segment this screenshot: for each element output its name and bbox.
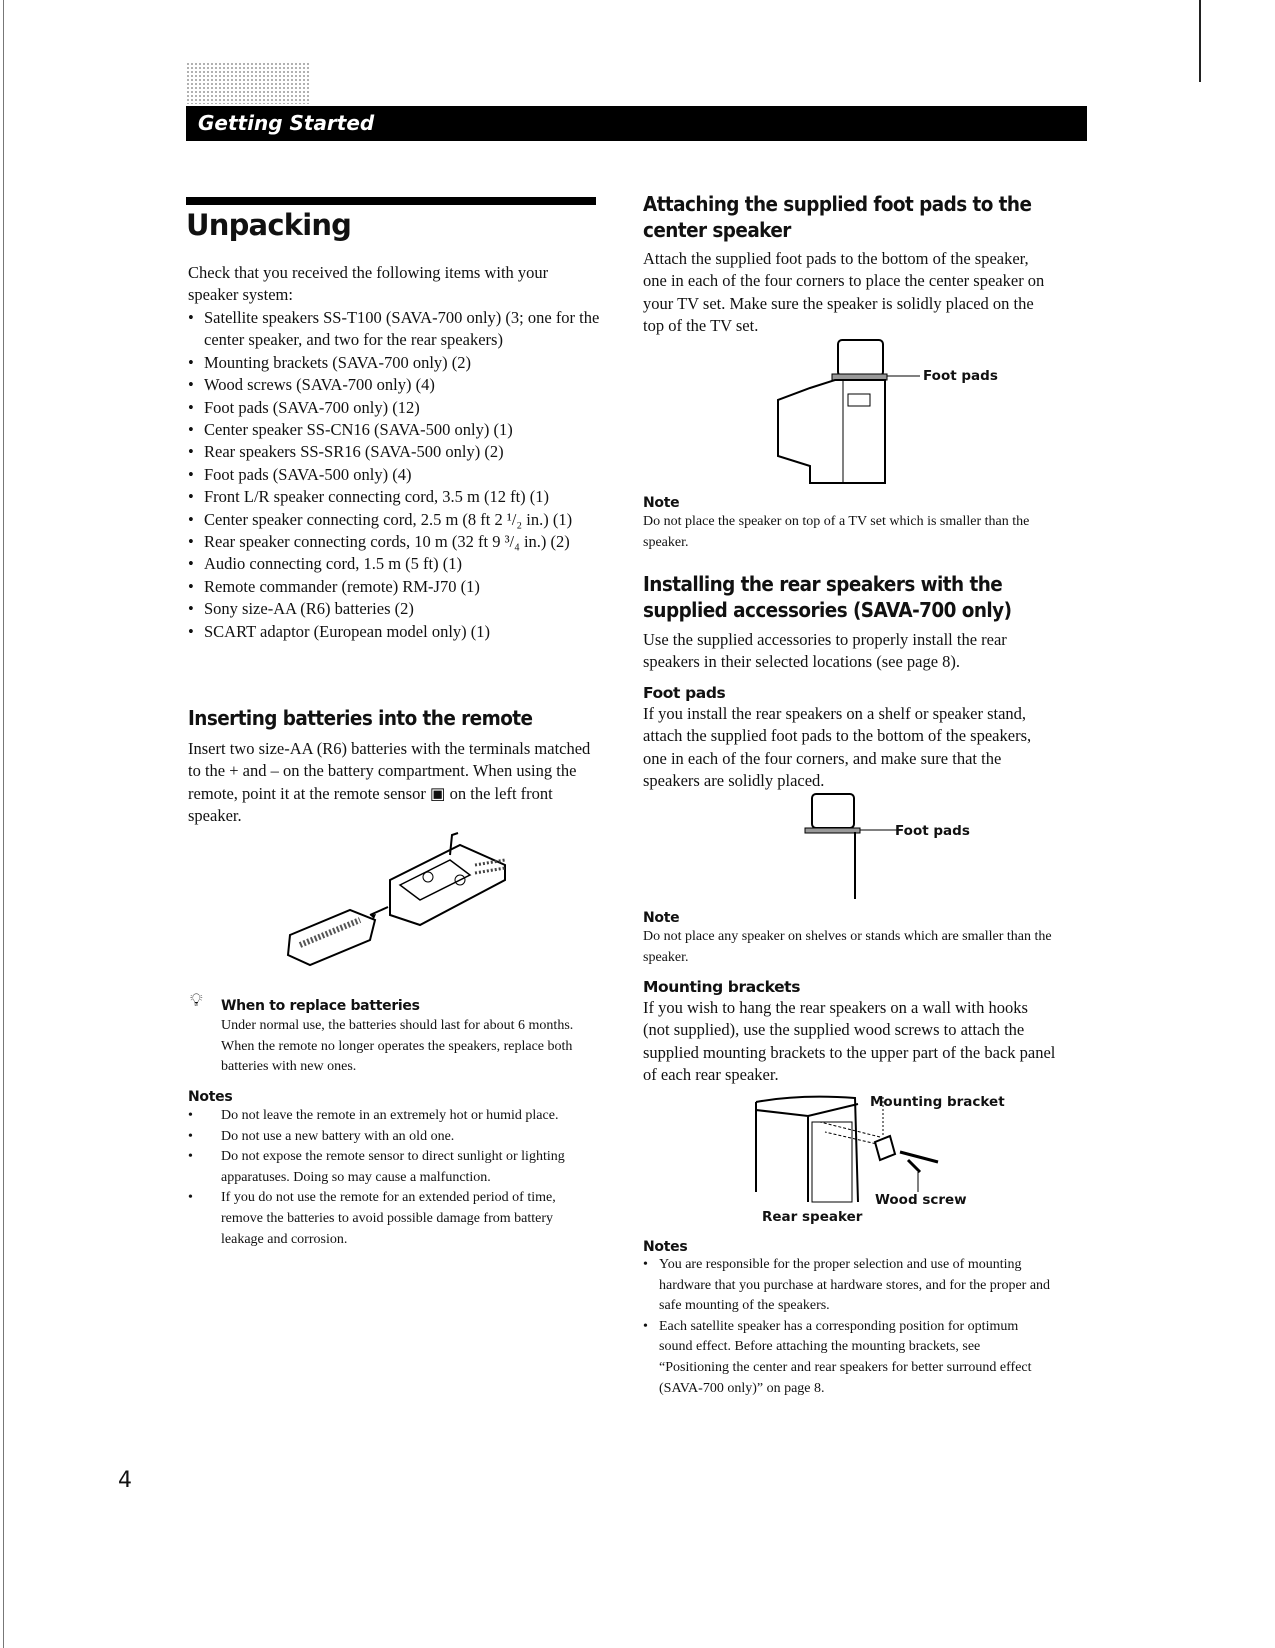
notes-list-right [643, 1255, 1053, 1399]
tip-text: Under normal use, the batteries should last for about 6 months. When the remote no longer operates the speakers, replace both batteries with new ones. [221, 1018, 574, 1075]
batteries-heading: Inserting batteries into the remote [188, 706, 533, 730]
note1-text: Do not place the speaker on top of a TV set which is smaller than the speaker. [643, 514, 1030, 550]
list-item: • SCART adaptor (European model only) (1) [188, 621, 600, 643]
wood-screw-label: Wood screw [875, 1192, 967, 1208]
note-item: • Each satellite speaker has a corresponding position for optimum sound effect. Before attaching the mounting brackets, see “Positioning the center and rear speakers for better surround effect (SAVA-700 only)” on page 8. [643, 1317, 1053, 1399]
mounting-brackets-subheading: Mounting brackets [643, 978, 801, 996]
foot-pads-text: If you install the rear speakers on a shelf or speaker stand, attach the supplied foot pads to the bottom of the speakers, one in each of the four corners, and make sure that the speakers are solidly placed. [643, 704, 1032, 791]
rear-speakers-text: Use the supplied accessories to properly install the rear speakers in their selected locations (see page 8). [643, 630, 1007, 672]
foot-pads-label: Foot pads [923, 368, 998, 384]
rear-speaker-label: Rear speaker [762, 1209, 863, 1225]
list-item: • Rear speaker connecting cords, 10 m (32 ft 9 ³/₄ in.) (2) [188, 531, 600, 553]
list-item: • Center speaker connecting cord, 2.5 m (8 ft 2 ¹/₂ in.) (1) [188, 509, 600, 531]
note2-text: Do not place any speaker on shelves or stands which are smaller than the speaker. [643, 929, 1052, 965]
mounting-bracket-label: Mounting bracket [870, 1094, 1005, 1110]
section-title: Getting Started [198, 111, 375, 135]
footpads-text: Attach the supplied foot pads to the bottom of the speaker, one in each of the four corners to place the center speaker on your TV set. Make sure the speaker is solidly placed on the top of the TV set. [643, 249, 1045, 336]
rear-speakers-heading: Installing the rear speakers with the supplied accessories (SAVA-700 only) [643, 572, 1012, 622]
list-item: • Mounting brackets (SAVA-700 only) (2) [188, 352, 600, 374]
header-texture [186, 62, 311, 104]
foot-pads-label-2: Foot pads [895, 823, 970, 839]
list-item: • Foot pads (SAVA-700 only) (12) [188, 397, 600, 419]
note-item: • Do not use a new battery with an old one. [188, 1127, 598, 1148]
rear-speaker-on-stand-illustration [800, 792, 900, 902]
notes-list [188, 1106, 598, 1250]
page-edge-line [3, 0, 4, 1648]
list-item: • Foot pads (SAVA-500 only) (4) [188, 464, 600, 486]
list-item: • Remote commander (remote) RM-J70 (1) [188, 576, 600, 598]
center-speaker-on-tv-illustration [770, 338, 920, 486]
batteries-text: Insert two size-AA (R6) batteries with the terminals matched to the + and – on the battery compartment. When using the remote, point it at the remote sensor ▣ on the left front speaker. [188, 739, 591, 826]
section-header-bar [186, 106, 1087, 141]
page-title: Unpacking [186, 208, 352, 242]
list-item: • Front L/R speaker connecting cord, 3.5 m (12 ft) (1) [188, 486, 600, 508]
note1-heading: Note [643, 495, 680, 511]
list-item: • Center speaker SS-CN16 (SAVA-500 only) (1) [188, 419, 600, 441]
note-item: • Do not leave the remote in an extremely hot or humid place. [188, 1106, 598, 1127]
crop-mark [1199, 0, 1201, 82]
lightbulb-icon: 💡︎ [190, 990, 203, 1011]
package-contents-list [188, 307, 600, 643]
remote-battery-illustration [270, 825, 515, 975]
list-item: • Sony size-AA (R6) batteries (2) [188, 598, 600, 620]
list-item: • Audio connecting cord, 1.5 m (5 ft) (1) [188, 553, 600, 575]
footpads-heading: Attaching the supplied foot pads to the center speaker [643, 192, 1032, 242]
note-item: • Do not expose the remote sensor to direct sunlight or lighting apparatuses. Doing so may cause a malfunction. [188, 1147, 598, 1188]
mounting-brackets-text: If you wish to hang the rear speakers on a wall with hooks (not supplied), use the supplied wood screws to attach the supplied mounting brackets to the upper part of the back panel of each rear speaker. [643, 998, 1056, 1085]
list-item: • Rear speakers SS-SR16 (SAVA-500 only) (2) [188, 441, 600, 463]
notes-heading-right: Notes [643, 1239, 688, 1255]
tip-heading: When to replace batteries [221, 998, 420, 1014]
intro-text: Check that you received the following items with your speaker system: [188, 263, 549, 305]
note-item: • You are responsible for the proper selection and use of mounting hardware that you purchase at hardware stores, and for the proper and safe mounting of the speakers. [643, 1255, 1053, 1317]
page-number: 4 [118, 1468, 132, 1493]
note-item: • If you do not use the remote for an extended period of time, remove the batteries to avoid possible damage from battery leakage and corrosion. [188, 1188, 598, 1250]
notes-heading: Notes [188, 1089, 233, 1105]
foot-pads-subheading: Foot pads [643, 684, 726, 702]
list-item: • Wood screws (SAVA-700 only) (4) [188, 374, 600, 396]
title-rule [186, 197, 596, 205]
list-item: • Satellite speakers SS-T100 (SAVA-700 only) (3; one for the center speaker, and two for the rear speakers) [188, 307, 600, 352]
note2-heading: Note [643, 910, 680, 926]
